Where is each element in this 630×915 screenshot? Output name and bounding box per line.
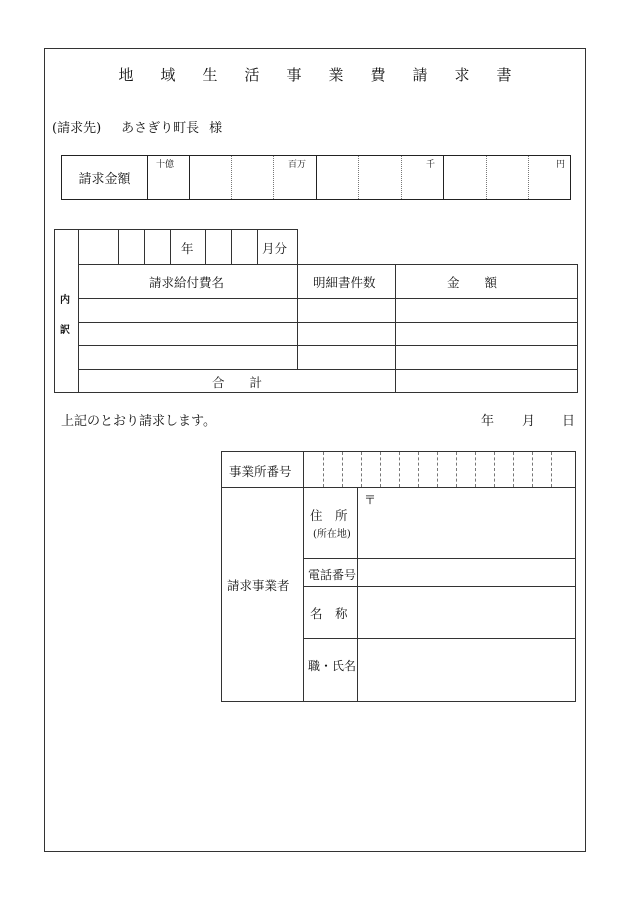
address-label: 住 所: [310, 508, 348, 523]
date-year-label: 年: [481, 414, 495, 429]
breakdown-table: [54, 229, 578, 393]
amount-input[interactable]: [148, 156, 570, 199]
postal-mark: 〒: [364, 493, 377, 507]
date-month-label: 月: [522, 414, 536, 429]
unit-million: 百万: [288, 160, 307, 170]
company-name-input[interactable]: [358, 587, 575, 638]
breakdown-side-label-top: 内: [60, 295, 70, 306]
table-row[interactable]: [79, 299, 577, 321]
office-number-label: 事業所番号: [229, 464, 292, 479]
claim-amount-label: 請求金額: [62, 156, 148, 199]
declaration-text: 上記のとおり請求します。: [61, 414, 216, 429]
breakdown-side-label-bottom: 訳: [60, 325, 70, 336]
address-sub-label: (所在地): [313, 529, 351, 540]
unit-yen: 円: [556, 160, 566, 170]
unit-thousand: 千: [426, 160, 436, 170]
addressee-prefix: (請求先): [52, 121, 102, 136]
phone-label: 電話番号: [308, 568, 357, 582]
header-statement-count: 明細書件数: [313, 275, 376, 290]
title-name-label: 職・氏名: [308, 659, 357, 673]
table-row[interactable]: [79, 346, 577, 368]
form-title: 地域生活事業費請求書: [118, 66, 539, 84]
date-day-label: 日: [562, 414, 576, 429]
claim-amount-box: [61, 155, 571, 200]
header-claim-name: 請求給付費名: [149, 275, 225, 290]
month-label: 月分: [262, 241, 288, 256]
table-row[interactable]: [79, 323, 577, 345]
total-label: 合 計: [212, 375, 263, 390]
claimant-table: [221, 451, 576, 702]
phone-input[interactable]: [358, 559, 575, 586]
addressee-line: [52, 117, 222, 136]
claimant-section-label: 請求事業者: [227, 578, 290, 593]
title-name-input[interactable]: [358, 639, 575, 701]
address-input[interactable]: [358, 488, 575, 558]
header-amount: 金 額: [447, 275, 498, 290]
year-label: 年: [181, 241, 194, 256]
addressee-honorific: 様: [209, 121, 223, 136]
unit-billion: 十億: [156, 160, 175, 170]
addressee-name: あさぎり町長: [121, 121, 200, 136]
office-number-input[interactable]: [304, 452, 575, 487]
company-name-label: 名 称: [310, 606, 348, 621]
